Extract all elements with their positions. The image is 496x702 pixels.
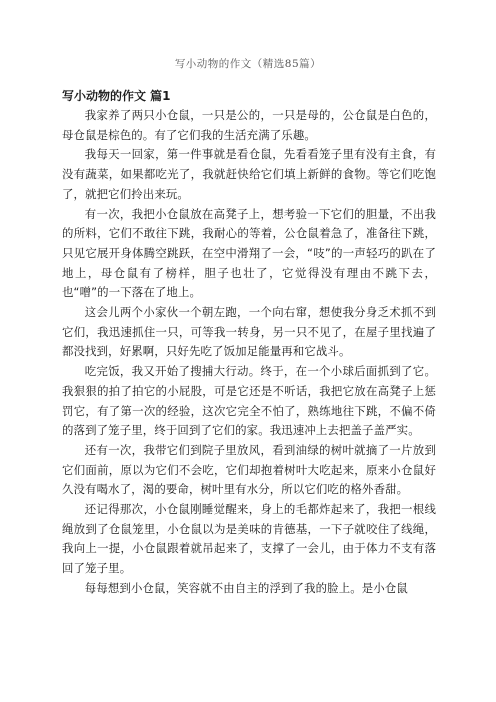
paragraph: 还记得那次，小仓鼠刚睡觉醒来，身上的毛都炸起来了，我把一根线绳放到了仓鼠笼里，小仓鼠以为是美味的肯德基，一下子就咬住了线绳，我向上一提，小仓鼠跟着就吊起来了，支撑了一会儿，由于体力不支有落回了笼子里。 — [62, 502, 436, 576]
document-header: 写小动物的作文（精选85篇） — [174, 58, 322, 70]
paragraph: 还有一次，我带它们到院子里放风，看到油绿的树叶就摘了一片放到它们面前，原以为它们不会吃，它们却抱着树叶大吃起来，原来小仓鼠好久没有喝水了，渴的要命，树叶里有水分，所以它们吃的格外香甜。 — [62, 442, 436, 497]
document-body — [62, 86, 436, 599]
paragraph: 每每想到小仓鼠，笑容就不由自主的浮到了我的脸上。是小仓鼠 — [84, 580, 408, 595]
paragraph: 有一次，我把小仓鼠放在高凳子上，想考验一下它们的胆量，不出我的所料，它们不敢往下跳，我耐心的等着，公仓鼠着急了，准备往下跳，只见它展开身体腾空跳跃，在空中滑翔了一会，“吱”的一声轻巧的趴在了地上，母仓鼠有了榜样，胆子也壮了，它觉得没有理由不跳下去，也“噌”的一下落在了地上。 — [62, 206, 436, 300]
paragraph: 我家养了两只小仓鼠，一只是公的，一只是母的，公仓鼠是白色的，母仓鼠是棕色的。有了它们我的生活充满了乐趣。 — [62, 108, 436, 142]
paragraph: 我每天一回家，第一件事就是看仓鼠，先看看笼子里有没有主食，有没有蔬菜，如果都吃光了，我就赶快给它们填上新鲜的食物。等它们吃饱了，就把它们拎出来玩。 — [62, 147, 436, 201]
paragraph: 这会儿两个小家伙一个朝左跑，一个向右窜，想使我分身乏术抓不到它们，我迅速抓住一只，可等我一转身，另一只不见了，在屋子里找遍了都没找到，好累啊，只好先吃了饭加足能量再和它战斗。 — [62, 305, 436, 359]
paragraph: 吃完饭，我又开始了搜捕大行动。终于，在一个小球后面抓到了它。我狠狠的拍了拍它的小屁股，可是它还是不听话，我把它放在高凳子上惩罚它，有了第一次的经验，这次它完全不怕了，熟练地往下跳，不偏不倚的落到了笼子里，终于回到了它们的家。我迅速冲上去把盖子盖严实。 — [62, 364, 436, 438]
section-title: 写小动物的作文 篇1 — [62, 89, 171, 103]
